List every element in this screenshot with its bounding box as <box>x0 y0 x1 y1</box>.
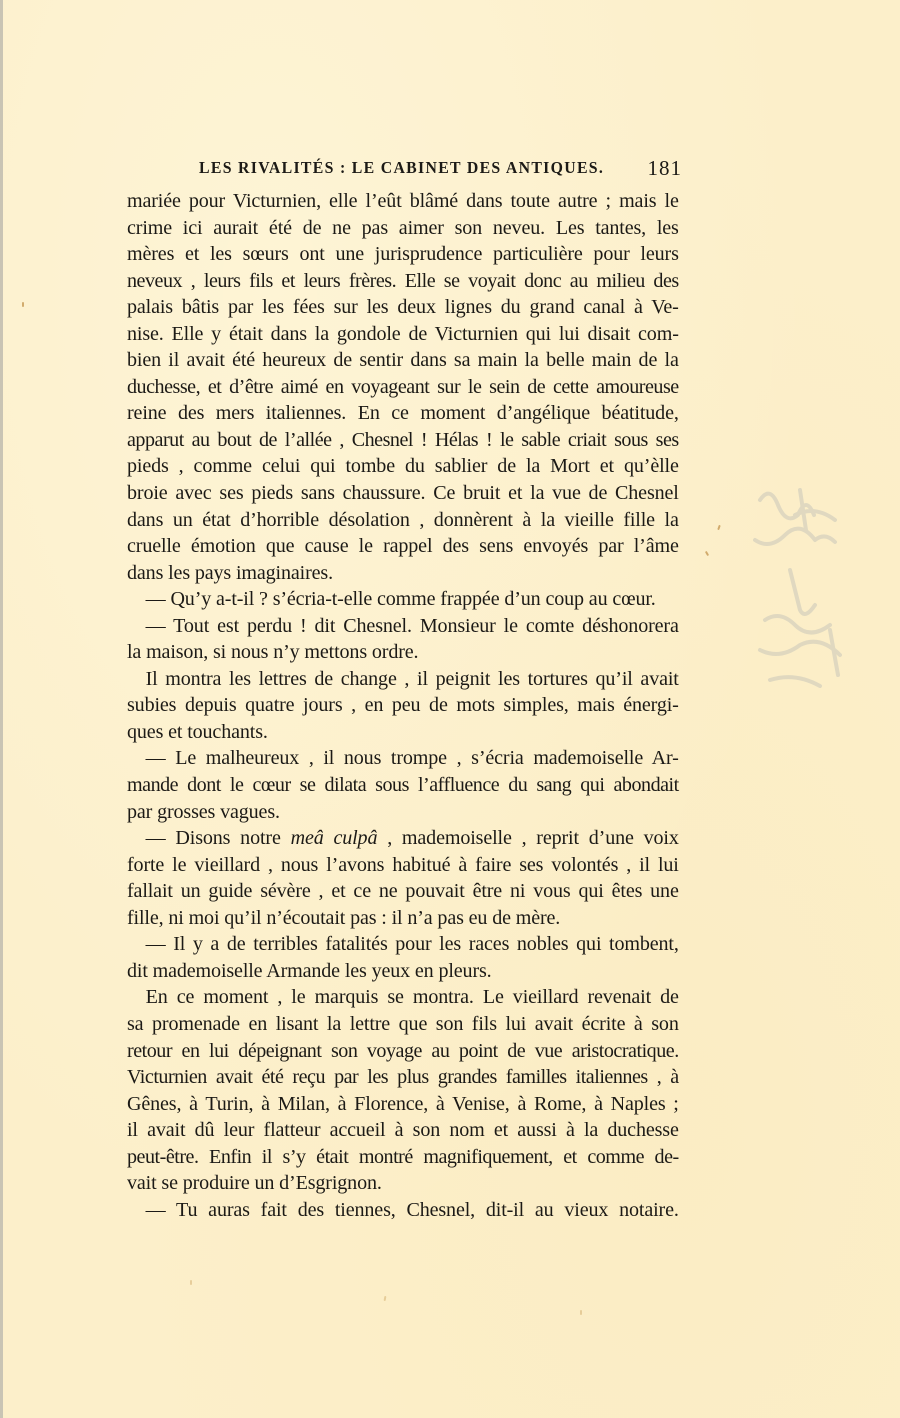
paragraph-first-line: En ce moment , le marquis se montra. Le vieillard revenait de <box>145 986 679 1009</box>
dialogue-line: — Qu’y a-t-il ? s’écria-t-elle comme frappée d’un coup au cœur. <box>145 588 656 611</box>
text-line: vait se produire un d’Esgrignon. <box>127 1172 382 1195</box>
text-line: apparut au bout de l’allée , Chesnel ! Hélas ! le sable criait sous ses <box>127 428 679 451</box>
dialogue-line: — Le malheureux , il nous trompe , s’écria mademoiselle Ar- <box>145 747 679 770</box>
text-line: il avait dû leur flatteur accueil à son nom et aussi à la duchesse <box>127 1119 679 1142</box>
text-line: Victurnien avait été reçu par les plus grandes familles italiennes , à <box>127 1066 679 1089</box>
text-line: sa promenade en lisant la lettre que son fils lui avait écrite à son <box>127 1012 679 1035</box>
body-text <box>127 188 690 1223</box>
latin-phrase: meâ culpâ <box>290 827 378 850</box>
paragraph-first-line: Il montra les lettres de change , il peignit les tortures qu’il avait <box>145 667 679 690</box>
text-line: dit mademoiselle Armande les yeux en pleurs. <box>127 959 492 982</box>
text-line: neveux , leurs fils et leurs frères. Elle se voyait donc au milieu des <box>127 269 679 292</box>
paper-speck <box>190 1280 192 1285</box>
text-line: peut-être. Enfin il s’y était montré magnifiquement, et comme de- <box>127 1145 679 1168</box>
bleed-through-handwriting <box>740 470 880 700</box>
paper-speck <box>580 1310 582 1315</box>
text-line: mande dont le cœur se dilata sous l’affluence du sang qui abondait <box>127 774 679 797</box>
paper-speck <box>384 1296 387 1301</box>
text-line: mariée pour Victurnien, elle l’eût blâmé dans toute autre ; mais le <box>127 190 679 212</box>
running-head <box>127 158 690 182</box>
text-line: fille, ni moi qu’il n’écoutait pas : il n’a pas eu de mère. <box>127 906 561 929</box>
text-line: dans un état d’horrible désolation , donnèrent à la vieille fille la <box>127 508 679 531</box>
text-line: crime ici aurait été de ne pas aimer son neveu. Les tantes, les <box>127 216 679 239</box>
paper-speck <box>22 302 24 307</box>
page-edge <box>0 0 3 1418</box>
text-line: ques et touchants. <box>127 720 268 743</box>
text-segment: , mademoiselle , reprit d’une voix <box>377 827 679 850</box>
text-line: forte le vieillard , nous l’avons habitué à faire ses volontés , il lui <box>127 853 679 876</box>
text-line: retour en lui dépeignant son voyage au point de vue aristocratique. <box>127 1039 679 1062</box>
text-line: pieds , comme celui qui tombe du sablier de la Mort et qu’èlle <box>127 455 679 478</box>
running-head-title: LES RIVALITÉS : LE CABINET DES ANTIQUES. <box>199 158 605 177</box>
text-line: reine des mers italiennes. En ce moment d’angélique béatitude, <box>127 402 679 425</box>
text-line: fallait un guide sévère , et ce ne pouvait être ni vous qui êtes une <box>127 880 679 903</box>
text-line: palais bâtis par les fées sur les deux lignes du grand canal à Ve- <box>127 296 679 319</box>
dialogue-line <box>127 825 679 852</box>
dialogue-line: — Tu auras fait des tiennes, Chesnel, dit-il au vieux notaire. <box>145 1198 679 1221</box>
paper-speck <box>717 525 721 530</box>
text-segment: — Disons notre <box>145 827 291 850</box>
text-line: cruelle émotion que cause le rappel des sens envoyés par l’âme <box>127 535 679 558</box>
text-line: subies depuis quatre jours , en peu de mots simples, mais énergi- <box>127 694 679 717</box>
paper-speck <box>705 551 709 556</box>
text-line: broie avec ses pieds sans chaussure. Ce bruit et la vue de Chesnel <box>127 482 679 505</box>
dialogue-line: — Il y a de terribles fatalités pour les races nobles qui tombent, <box>145 933 679 956</box>
dialogue-line: — Tout est perdu ! dit Chesnel. Monsieur le comte déshonorera <box>145 614 679 637</box>
text-line: mères et les sœurs ont une jurisprudence particulière pour leurs <box>127 243 679 266</box>
text-line: duchesse, et d’être aimé en voyageant sur le sein de cette amoureuse <box>127 375 679 398</box>
page-number: 181 <box>647 156 682 180</box>
text-line: bien il avait été heureux de sentir dans sa main la belle main de la <box>127 349 679 372</box>
text-line: dans les pays imaginaires. <box>127 561 333 584</box>
text-line: la maison, si nous n’y mettons ordre. <box>127 641 419 664</box>
text-line: Gênes, à Turin, à Milan, à Florence, à Venise, à Rome, à Naples ; <box>127 1092 679 1115</box>
text-line: nise. Elle y était dans la gondole de Victurnien qui lui disait com- <box>127 322 679 345</box>
text-line: par grosses vagues. <box>127 800 280 823</box>
